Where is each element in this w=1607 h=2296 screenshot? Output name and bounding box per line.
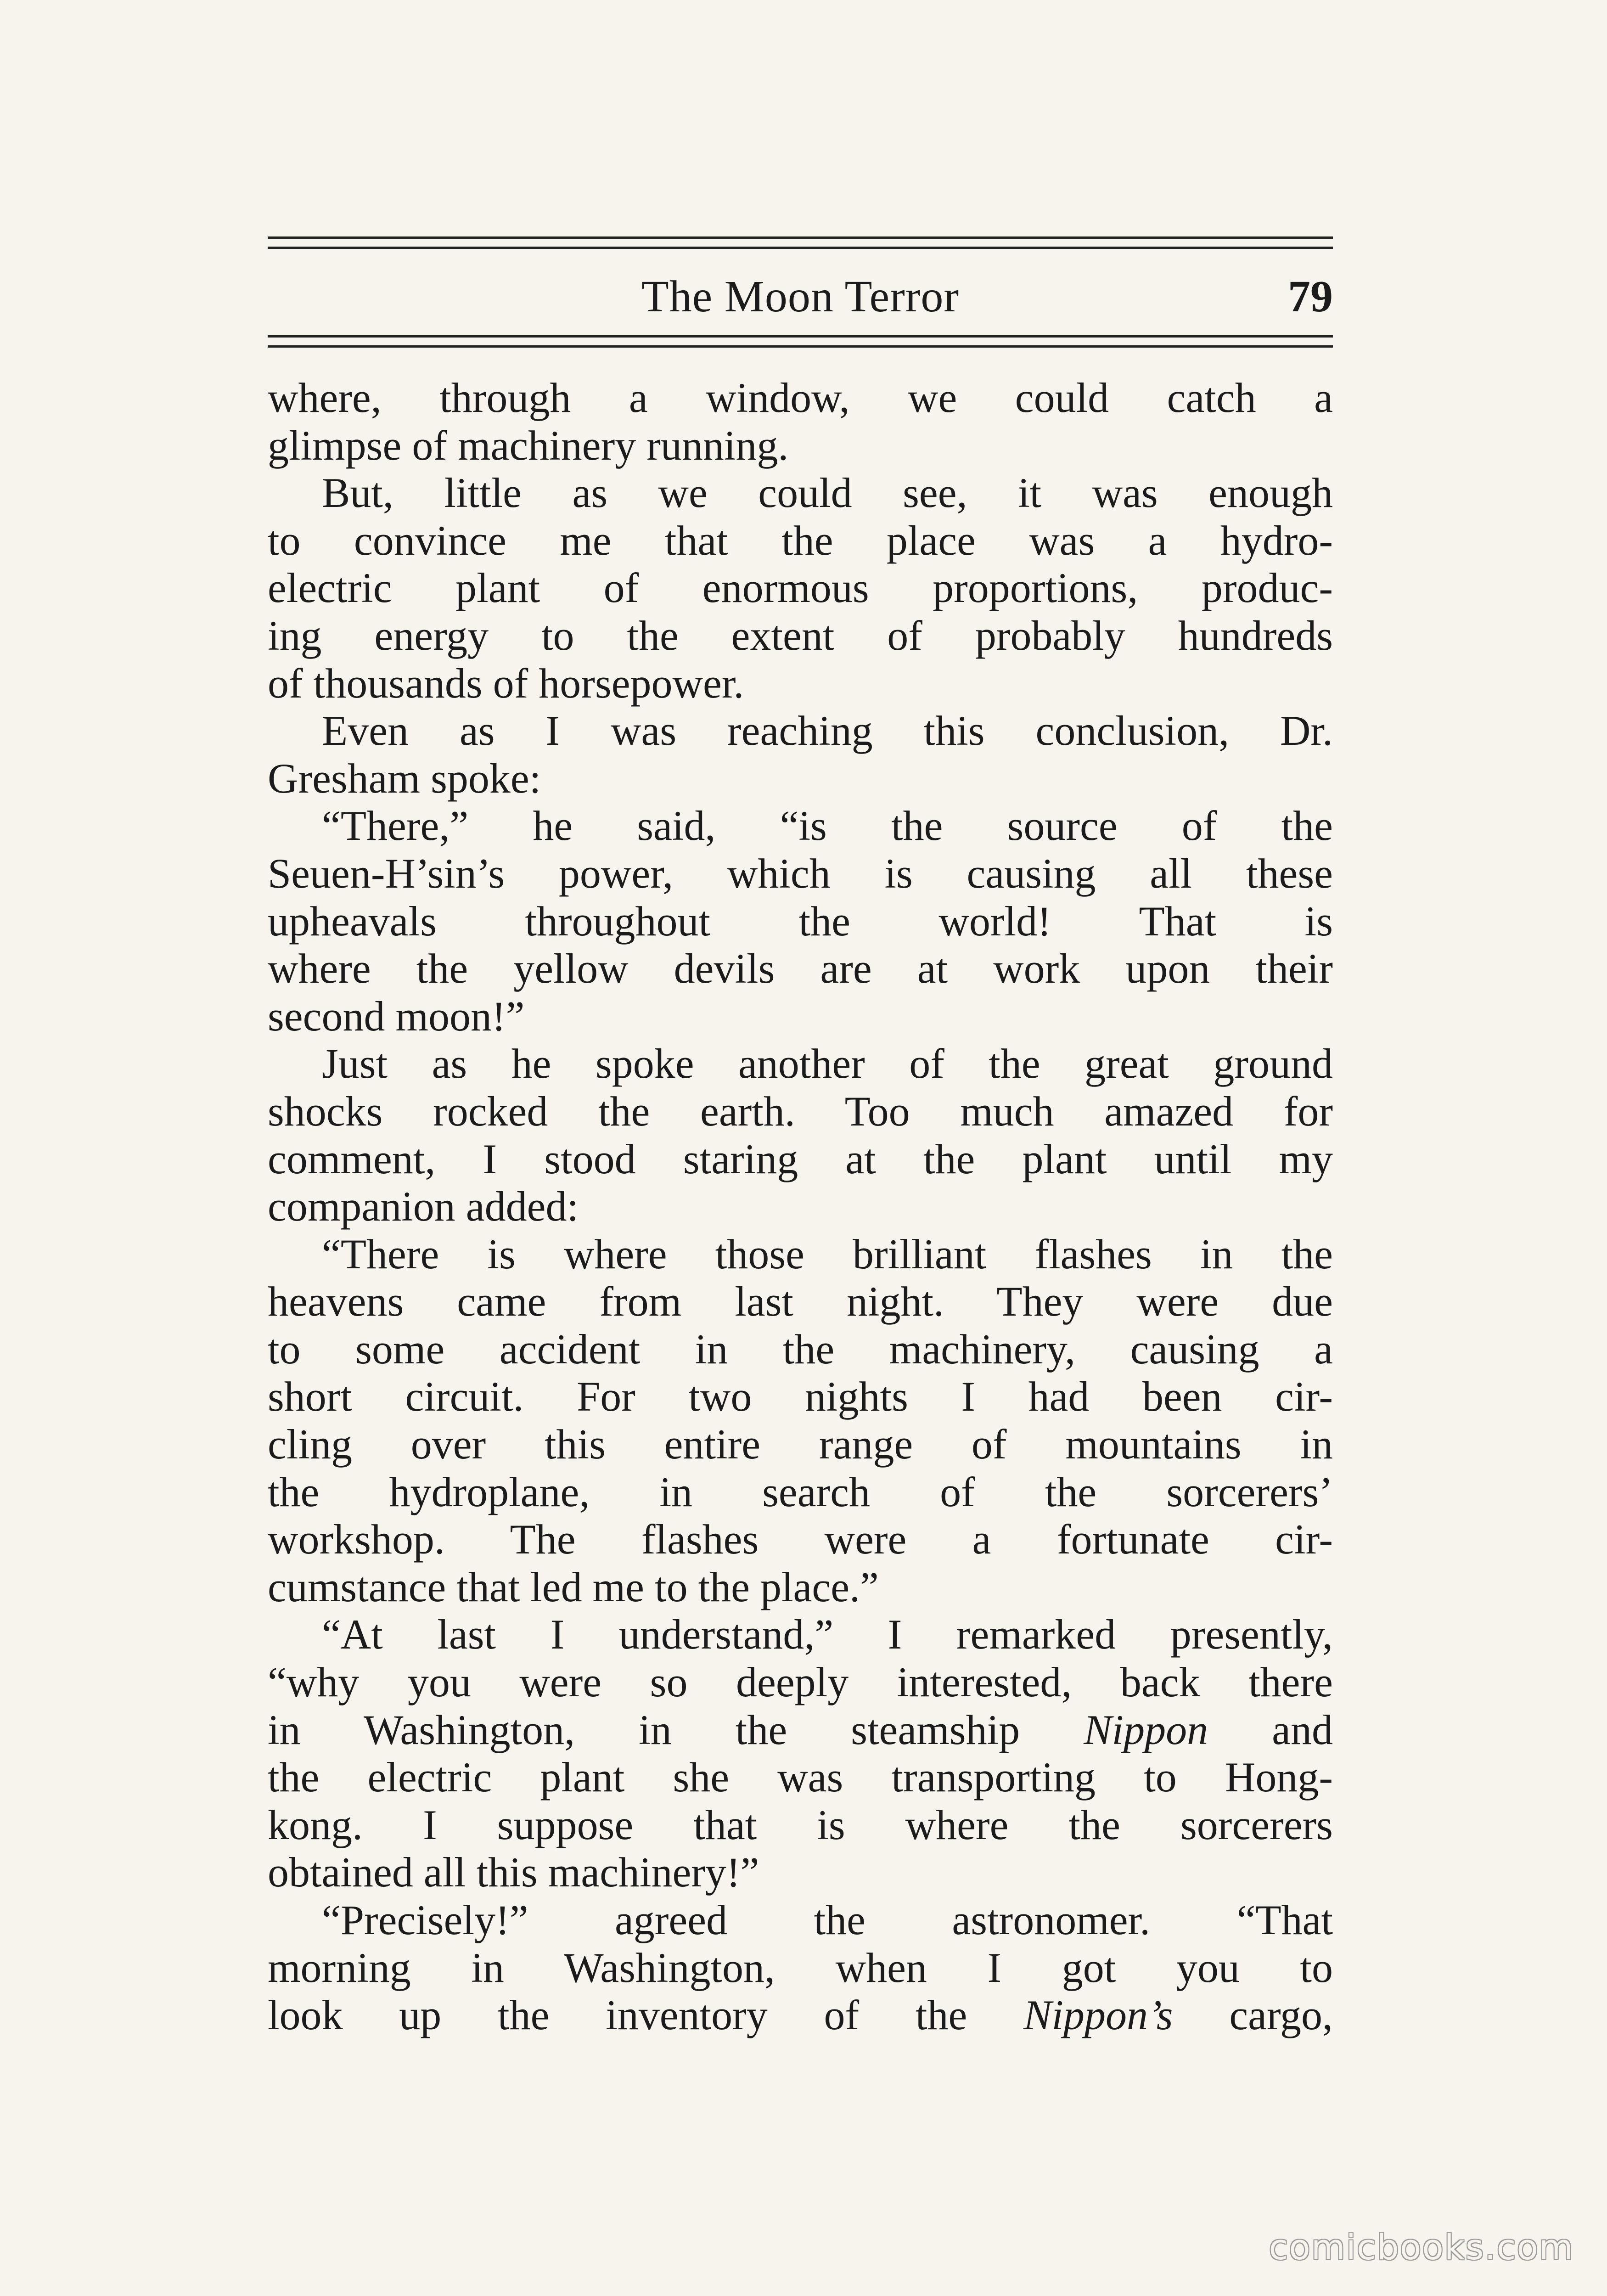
text-segment: cargo,	[1173, 1992, 1333, 2039]
text-line	[268, 1136, 1333, 1183]
header-rule-bottom-2	[268, 345, 1333, 348]
text-segment: comment, I stood staring at the plant until my	[268, 1135, 1333, 1182]
text-segment: shocks rocked the earth. Too much amazed for	[268, 1087, 1333, 1135]
text-line	[268, 1231, 1333, 1278]
text-segment: and	[1208, 1706, 1333, 1753]
text-segment: glimpse of machinery running.	[268, 422, 789, 469]
text-segment: look up the inventory of the	[268, 1992, 1024, 2039]
running-title: The Moon Terror	[641, 272, 960, 321]
text-segment: short circuit. For two nights I had been cir-	[268, 1373, 1333, 1420]
text-line	[268, 1896, 1333, 1944]
text-segment: to some accident in the machinery, causing a	[268, 1325, 1333, 1373]
text-line	[268, 1659, 1333, 1706]
text-segment: companion added:	[268, 1183, 579, 1230]
text-line	[268, 1849, 1333, 1896]
text-line	[268, 1421, 1333, 1469]
body-text	[268, 374, 1333, 2039]
text-segment: “There,” he said, “is the source of the	[322, 802, 1333, 850]
text-segment: where, through a window, we could catch a	[268, 374, 1333, 421]
text-segment: “At last I understand,” I remarked presently,	[322, 1611, 1333, 1658]
text-segment: the electric plant she was transporting to Hong-	[268, 1754, 1333, 1801]
text-line	[268, 1801, 1333, 1849]
text-segment: morning in Washington, when I got you to	[268, 1944, 1333, 1991]
text-line	[268, 802, 1333, 850]
text-line	[268, 755, 1333, 803]
text-line	[268, 945, 1333, 993]
text-segment: cumstance that led me to the place.”	[268, 1563, 879, 1610]
header-rule-bottom-1	[268, 335, 1333, 338]
text-line	[268, 1469, 1333, 1516]
text-line	[268, 374, 1333, 422]
text-line	[268, 1088, 1333, 1136]
text-segment: “Precisely!” agreed the astronomer. “That	[322, 1896, 1333, 1943]
text-segment: ing energy to the extent of probably hundreds	[268, 612, 1333, 659]
text-segment: to convince me that the place was a hydro-	[268, 517, 1333, 564]
italic-text: Nippon	[1084, 1706, 1208, 1753]
running-head	[268, 267, 1333, 326]
text-line	[268, 422, 1333, 470]
text-line	[268, 707, 1333, 755]
text-line	[268, 1278, 1333, 1326]
text-segment: heavens came from last night. They were due	[268, 1278, 1333, 1325]
text-segment: Even as I was reaching this conclusion, Dr.	[322, 707, 1333, 754]
header-rule-top-1	[268, 236, 1333, 239]
header-rule-top-2	[268, 247, 1333, 249]
text-segment: obtained all this machinery!”	[268, 1849, 759, 1896]
text-line	[268, 612, 1333, 660]
text-line	[268, 1992, 1333, 2039]
text-line	[268, 850, 1333, 898]
text-line	[268, 1944, 1333, 1992]
text-line	[268, 564, 1333, 612]
text-segment: “why you were so deeply interested, back there	[268, 1659, 1333, 1706]
text-segment: cling over this entire range of mountains in	[268, 1421, 1333, 1468]
text-segment: upheavals throughout the world! That is	[268, 897, 1333, 945]
text-line	[268, 1516, 1333, 1564]
text-segment: where the yellow devils are at work upon their	[268, 945, 1333, 992]
italic-text: Nippon’s	[1023, 1992, 1173, 2039]
watermark-logo: comicbooks.com	[1269, 2227, 1574, 2268]
text-segment: kong. I suppose that is where the sorcerers	[268, 1801, 1333, 1848]
text-segment: “There is where those brilliant flashes in the	[322, 1230, 1333, 1277]
text-segment: the hydroplane, in search of the sorcerers’	[268, 1468, 1333, 1515]
text-line	[268, 993, 1333, 1041]
text-segment: workshop. The flashes were a fortunate cir-	[268, 1516, 1333, 1563]
text-segment: Gresham spoke:	[268, 754, 541, 802]
text-line	[268, 1373, 1333, 1421]
text-line	[268, 660, 1333, 708]
text-segment: in Washington, in the steamship	[268, 1706, 1084, 1753]
text-line	[268, 469, 1333, 517]
text-segment: electric plant of enormous proportions, produc-	[268, 564, 1333, 612]
text-segment: Seuen-H’sin’s power, which is causing all these	[268, 850, 1333, 897]
text-line	[268, 1611, 1333, 1659]
text-line	[268, 1040, 1333, 1088]
text-segment: But, little as we could see, it was enough	[322, 469, 1333, 517]
text-segment: second moon!”	[268, 992, 525, 1040]
text-line	[268, 898, 1333, 945]
text-line	[268, 1183, 1333, 1231]
text-line	[268, 517, 1333, 565]
page-number: 79	[1288, 272, 1333, 321]
text-segment: of thousands of horsepower.	[268, 659, 744, 707]
text-line	[268, 1706, 1333, 1754]
text-line	[268, 1754, 1333, 1801]
text-segment: Just as he spoke another of the great ground	[322, 1040, 1333, 1087]
text-line	[268, 1326, 1333, 1373]
text-line	[268, 1564, 1333, 1611]
